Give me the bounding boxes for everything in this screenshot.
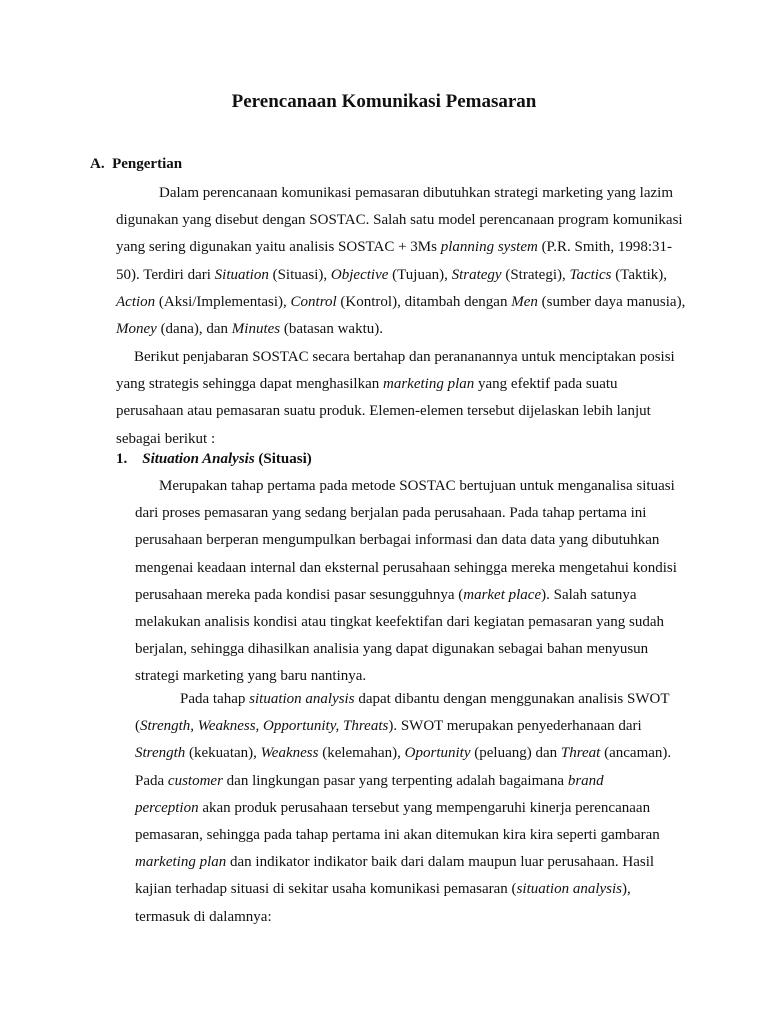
paragraph-swot <box>135 686 678 931</box>
text-line: Dalam perencanaan komunikasi pemasaran dibutuhkan strategi marketing yang lazim <box>159 185 673 201</box>
paragraph-situation-analysis <box>135 473 678 691</box>
text-line: yang strategis sehingga dapat menghasilkan marketing plan yang efektif pada suatu <box>116 376 618 393</box>
text-line: digunakan yang disebut dengan SOSTAC. Salah satu model perencanaan program komunikasi <box>116 212 683 229</box>
text-line: strategi marketing yang baru nantinya. <box>135 668 367 685</box>
text-line: sebagai berikut : <box>116 430 216 447</box>
text-line: perception akan produk perusahaan tersebut yang mempengaruhi kinerja perencanaan <box>135 799 651 816</box>
item-1-term: Situation Analysis <box>142 451 255 467</box>
paragraph-sostac-intro <box>116 344 678 453</box>
text-line: Berikut penjabaran SOSTAC secara bertahap dan perananannya untuk menciptakan posisi <box>134 349 675 365</box>
text-line: yang sering digunakan yaitu analisis SOSTAC + 3Ms planning system (P.R. Smith, 1998:31- <box>116 239 672 256</box>
text-line: Pada tahap situation analysis dapat dibantu dengan menggunakan analisis SWOT <box>180 691 670 707</box>
text-line: marketing plan dan indikator indikator baik dari dalam maupun luar perusahaan. Hasil <box>135 854 655 871</box>
text-line: Action (Aksi/Implementasi), Control (Kontrol), ditambah dengan Men (sumber daya manusia), <box>116 293 686 310</box>
text-line: Strength (kekuatan), Weakness (kelemahan), Oportunity (peluang) dan Threat (ancaman). <box>135 745 672 762</box>
section-a-marker: A. <box>90 156 105 172</box>
text-line: Pada customer dan lingkungan pasar yang terpenting adalah bagaimana brand <box>135 772 604 789</box>
page-title: Perencanaan Komunikasi Pemasaran <box>231 91 537 112</box>
section-a-title: Pengertian <box>112 156 183 172</box>
text-line: pemasaran, sehingga pada tahap pertama ini akan ditemukan kira kira seperti gambaran <box>135 827 660 844</box>
text-line: dari proses pemasaran yang sedang berjalan pada perusahaan. Pada tahap pertama ini <box>135 505 647 522</box>
text-line: perusahaan berperan mengumpulkan berbagai informasi dan data data yang dibutuhkan <box>135 532 660 549</box>
text-line: Merupakan tahap pertama pada metode SOSTAC bertujuan untuk menganalisa situasi <box>159 478 675 494</box>
text-line: termasuk di dalamnya: <box>135 908 272 925</box>
text-line: perusahaan mereka pada kondisi pasar sesungguhnya (market place). Salah satunya <box>135 586 637 603</box>
item-1-suffix: (Situasi) <box>254 451 312 467</box>
text-line: mengenai keadaan internal dan eksternal perusahaan sehingga mereka mengetahui kondisi <box>135 559 677 576</box>
text-line: perusahaan atau pemasaran suatu produk. Elemen-elemen tersebut dijelaskan lebih lanjut <box>116 403 651 420</box>
text-line: Money (dana), dan Minutes (batasan waktu). <box>116 321 383 338</box>
paragraph-pengertian <box>116 180 686 343</box>
text-line: melakukan analisis kondisi atau tingkat keefektifan dari kegiatan pemasaran yang sudah <box>135 614 664 631</box>
text-line: (Strength, Weakness, Opportunity, Threats). SWOT merupakan penyederhanaan dari <box>135 718 642 735</box>
item-1-heading <box>116 451 312 468</box>
item-1-number: 1. <box>116 451 128 467</box>
text-line: berjalan, sehingga dihasilkan analisia yang dapat digunakan sebagai bahan menyusun <box>135 641 649 658</box>
text-line: kajian terhadap situasi di sekitar usaha komunikasi pemasaran (situation analysis), <box>135 881 631 898</box>
text-line: 50). Terdiri dari Situation (Situasi), Objective (Tujuan), Strategy (Strategi), Tactics (Taktik), <box>116 266 668 283</box>
section-a-heading <box>90 156 182 173</box>
